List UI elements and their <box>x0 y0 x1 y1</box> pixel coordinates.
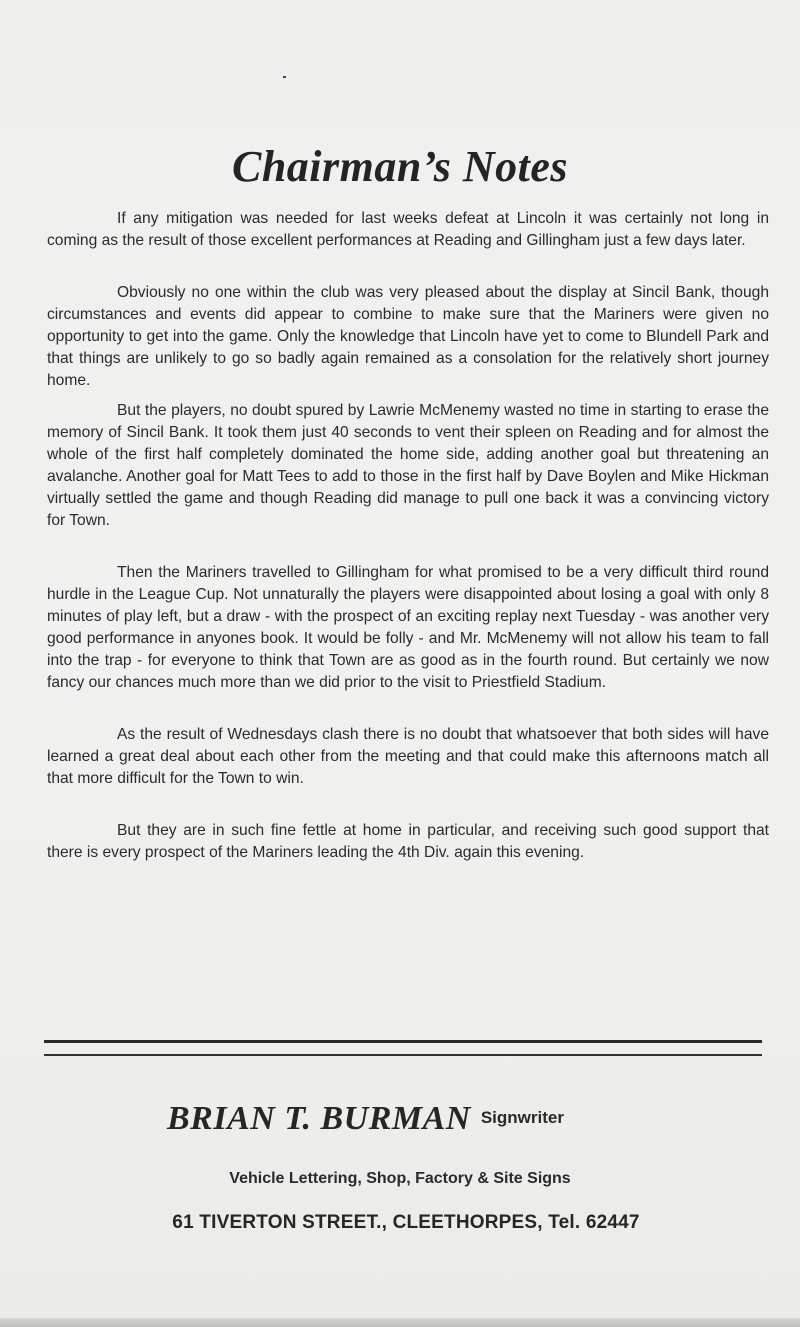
divider-rule-lower <box>44 1054 762 1056</box>
paragraph-reading: But the players, no doubt spured by Lawrie McMenemy wasted no time in starting to erase the memory of Sincil Bank. It took them just 40 seconds to vent their spleen on Reading and for almost the whole of the first half completely dominated the home side, adding another goal but threatening an avalanche. Another goal for Matt Tees to add to those in the first half by Dave Boylen and Mike Hickman virtually settled the game and though Reading did manage to pull one back it was a convincing victory for Town. <box>47 402 769 529</box>
paragraph-wednesday-clash: As the result of Wednesdays clash there is no doubt that whatsoever that both sides will have learned a great deal about each other from the meeting and that could make this afternoons match all that more difficult for the Town to win. <box>47 726 769 787</box>
page-bottom-edge <box>0 1318 800 1327</box>
advert-business-name: BRIAN T. BURMAN <box>167 1100 471 1137</box>
advert-heading <box>167 1100 564 1138</box>
paragraph-closing: But they are in such fine fettle at home in particular, and receiving such good support that there is every prospect of the Mariners leading the 4th Div. again this evening. <box>47 822 769 861</box>
page-title: Chairman’s Notes <box>231 142 569 192</box>
divider-rule <box>44 1040 762 1043</box>
article-body <box>47 208 769 894</box>
advert-services: Vehicle Lettering, Shop, Factory & Site Signs <box>229 1170 571 1187</box>
advert-trade: Signwriter <box>480 1108 564 1127</box>
paragraph-intro: If any mitigation was needed for last weeks defeat at Lincoln it was certainly not long in coming as the result of those excellent performances at Reading and Gillingham just a few days later. <box>47 210 769 249</box>
advert-address: 61 TIVERTON STREET., CLEETHORPES, Tel. 62447 <box>172 1212 640 1233</box>
paragraph-gillingham: Then the Mariners travelled to Gillingham for what promised to be a very difficult third round hurdle in the League Cup. Not unnaturally the players were disappointed about losing a goal with only 8 minutes of play left, but a draw - with the prospect of an exciting replay next Tuesday - was another very good performance in anyones book. It would be folly - and Mr. McMenemy will not allow his team to fall into the trap - for everyone to think that Town are as good as in the fourth round. But certainly we now fancy our chances much more than we did prior to the visit to Priestfield Stadium. <box>47 564 769 691</box>
ink-speck <box>283 76 286 78</box>
paragraph-sincil-bank: Obviously no one within the club was very pleased about the display at Sincil Bank, though circumstances and events did appear to combine to make sure that the Mariners were given no opportunity to get into the game. Only the knowledge that Lincoln have yet to come to Blundell Park and that things are unlikely to go so badly again remained as a consolation for the relatively short journey home. <box>47 284 769 389</box>
